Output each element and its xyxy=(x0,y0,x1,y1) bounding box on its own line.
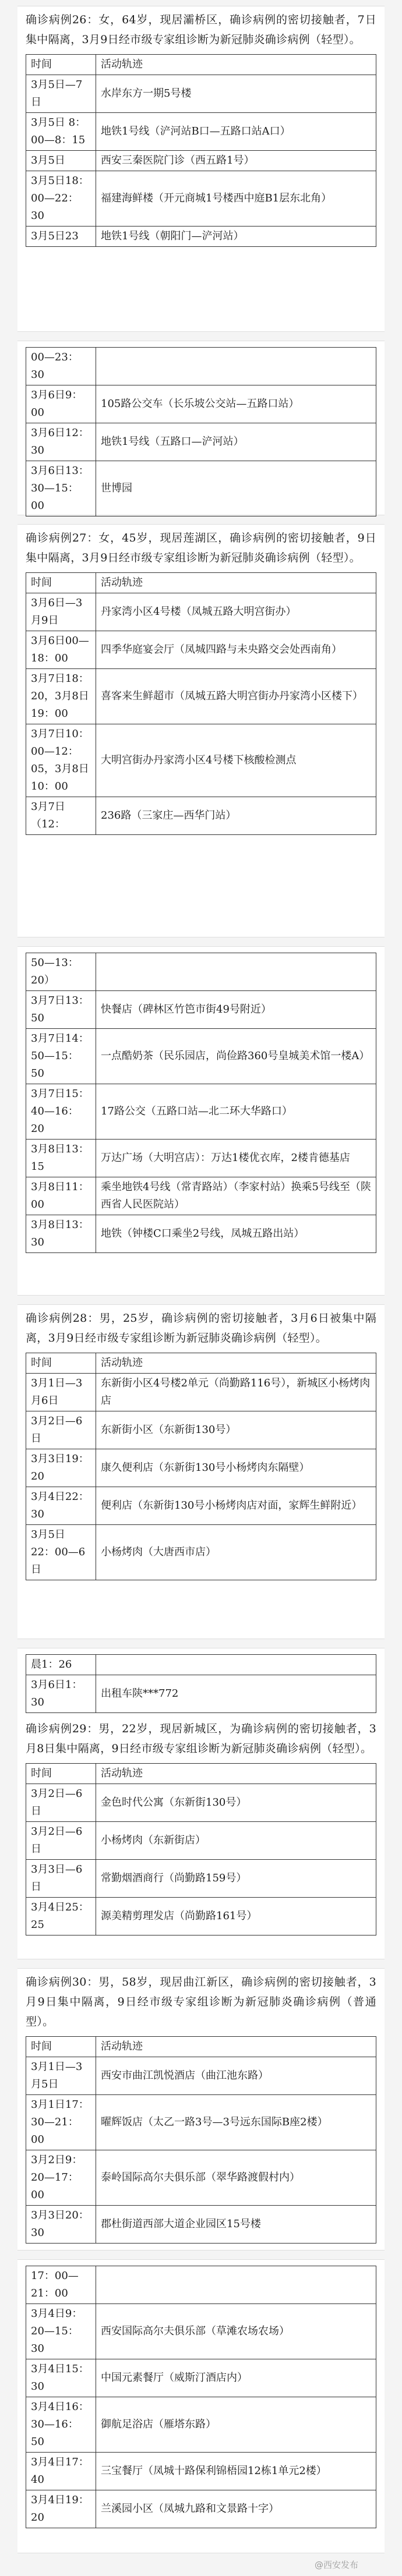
time-cell: 3月6日13：30—15：00 xyxy=(26,461,96,516)
table-row xyxy=(26,669,376,724)
trace-cell: 地铁1号线（浐河站B口—五路口站A口） xyxy=(96,113,376,151)
trace-cell: 地铁1号线（五路口—浐河站） xyxy=(96,423,376,461)
table-header-time: 时间 xyxy=(26,573,96,593)
time-cell: 3月2日—6日 xyxy=(26,1784,96,1822)
table-row xyxy=(26,2150,376,2206)
time-cell: 3月2日—6日 xyxy=(26,1822,96,1860)
time-cell: 3月4日16：30—16：50 xyxy=(26,2397,96,2453)
trace-cell: 西安三秦医院门诊（西五路1号） xyxy=(96,151,376,171)
case29-intro: 确诊病例29：男，22岁，现居新城区，为确诊病例的密切接触者，3月8日集中隔离，9日经市级专家组诊断为新冠肺炎确诊病例（轻型）。 xyxy=(26,1722,376,1755)
table-row xyxy=(26,1784,376,1822)
table-row xyxy=(26,75,376,113)
case26b-table-wrap xyxy=(17,341,385,522)
table-row xyxy=(26,151,376,171)
time-cell: 3月4日15：30 xyxy=(26,2359,96,2397)
table-header-time: 时间 xyxy=(26,55,96,75)
case27-cont-card xyxy=(17,946,385,1296)
case27b-table-wrap xyxy=(17,947,385,1259)
case26-intro: 确诊病例26：女，64岁，现居灞桥区，确诊病例的密切接触者，7日集中隔离，3月9日经市级专家组诊断为新冠肺炎确诊病例（轻型）。 xyxy=(26,13,376,46)
table-row xyxy=(26,631,376,669)
table-header-trace: 活动轨迹 xyxy=(96,55,376,75)
table-row xyxy=(26,1487,376,1525)
time-cell: 3月6日—3月9日 xyxy=(26,593,96,631)
table-row xyxy=(26,2037,376,2057)
case26-card xyxy=(17,6,385,332)
table-row xyxy=(26,2266,376,2304)
table-row xyxy=(26,2453,376,2490)
table-row xyxy=(26,2304,376,2359)
case27-card xyxy=(17,524,385,937)
case27-table xyxy=(26,572,376,835)
case26b-table xyxy=(26,347,376,516)
table-row xyxy=(26,1084,376,1140)
trace-cell: 郡杜街道西部大道企业园区15号楼 xyxy=(96,2206,376,2244)
time-cell: 3月2日—6日 xyxy=(26,1411,96,1449)
time-cell: 3月6日12：30 xyxy=(26,423,96,461)
time-cell: 3月8日13：15 xyxy=(26,1140,96,1177)
time-cell: 3月4日22：30 xyxy=(26,1487,96,1525)
trace-cell: 乘坐地铁4号线（常青路站）（李家村站）换乘5号线至（陕西省人民医院站） xyxy=(96,1177,376,1215)
trace-cell xyxy=(96,1655,376,1675)
trace-cell xyxy=(96,953,376,991)
time-cell: 3月5日 xyxy=(26,151,96,171)
time-cell: 3月7日10：00—12：05，3月8日10：00 xyxy=(26,724,96,797)
weibo-watermark: @西安发布 xyxy=(315,2560,359,2570)
trace-cell: 西安国际高尔夫俱乐部（草滩农场农场） xyxy=(96,2304,376,2359)
table-row xyxy=(26,171,376,227)
trace-cell: 地铁1号线（朝阳门—浐河站） xyxy=(96,227,376,247)
table-row xyxy=(26,1449,376,1487)
table-row xyxy=(26,1898,376,1935)
time-cell: 17：00—21：00 xyxy=(26,2266,96,2304)
case28-card xyxy=(17,1304,385,1639)
case30-intro: 确诊病例30：男，58岁，现居曲江新区，确诊病例的密切接触者，3月9日集中隔离，9日经市级专家组诊断为新冠肺炎确诊病例（普通型）。 xyxy=(26,1976,376,2028)
case27-intro: 确诊病例27：女，45岁，现居莲湖区，确诊病例的密切接触者，9日集中隔离，3月9日经市级专家组诊断为新冠肺炎确诊病例（轻型）。 xyxy=(26,532,376,564)
table-row xyxy=(26,385,376,423)
trace-cell: 康久便利店（东新街130号小杨烤肉东隔壁） xyxy=(96,1449,376,1487)
case26-table-wrap xyxy=(17,52,385,253)
table-row xyxy=(26,991,376,1029)
trace-cell: 小杨烤肉（大唐西市店） xyxy=(96,1525,376,1580)
table-row xyxy=(26,2397,376,2453)
table-row xyxy=(26,423,376,461)
table-row xyxy=(26,113,376,151)
time-cell: 00—23：30 xyxy=(26,348,96,385)
time-cell: 3月4日25：25 xyxy=(26,1898,96,1935)
table-row xyxy=(26,2490,376,2528)
trace-cell: 曜辉饭店（太乙一路3号—3号远东国际B座2楼） xyxy=(96,2095,376,2150)
time-cell: 3月3日—6日 xyxy=(26,1860,96,1898)
time-cell: 3月7日15：40—16：20 xyxy=(26,1084,96,1140)
table-row xyxy=(26,1655,376,1675)
table-row xyxy=(26,953,376,991)
trace-cell: 兰溪园小区（凤城九路和文景路十字） xyxy=(96,2490,376,2528)
trace-cell: 金色时代公寓（东新街130号） xyxy=(96,1784,376,1822)
case27-table-wrap xyxy=(17,570,385,841)
trace-cell: 西安市曲江凯悦酒店（曲江池东路） xyxy=(96,2057,376,2095)
time-cell: 3月1日—3月6日 xyxy=(26,1374,96,1411)
trace-cell: 福建海鲜楼（开元商城1号楼西中庭B1层东北角） xyxy=(96,171,376,227)
time-cell: 3月5日23 xyxy=(26,227,96,247)
case30b-table xyxy=(26,2266,376,2528)
case29-table xyxy=(26,1763,376,1935)
case27b-table xyxy=(26,953,376,1253)
table-row xyxy=(26,1374,376,1411)
table-row xyxy=(26,461,376,516)
case30-table-wrap xyxy=(17,2034,385,2249)
trace-cell: 大明宫街办丹家湾小区4号楼下核酸检测点 xyxy=(96,724,376,797)
table-row xyxy=(26,1525,376,1580)
time-cell: 3月3日19：20 xyxy=(26,1449,96,1487)
case26-table xyxy=(26,54,376,247)
table-header-time: 时间 xyxy=(26,1764,96,1784)
time-cell: 3月4日17：40 xyxy=(26,2453,96,2490)
table-row xyxy=(26,227,376,247)
time-cell: 3月3日20：30 xyxy=(26,2206,96,2244)
case28-table xyxy=(26,1353,376,1580)
table-row xyxy=(26,55,376,75)
time-cell: 3月4日19：20 xyxy=(26,2490,96,2528)
case29-card xyxy=(17,1648,385,1959)
case30b-table-wrap xyxy=(17,2260,385,2534)
case26-cont-card xyxy=(17,341,385,515)
time-cell: 3月5日 22：00—6日 xyxy=(26,1525,96,1580)
trace-cell: 17路公交（五路口站—北二环大华路口） xyxy=(96,1084,376,1140)
trace-cell: 小杨烤肉（东新街店） xyxy=(96,1822,376,1860)
table-row xyxy=(26,1675,376,1713)
table-row xyxy=(26,1140,376,1177)
time-cell: 3月4日9：20—15：30 xyxy=(26,2304,96,2359)
time-cell: 3月8日11：00 xyxy=(26,1177,96,1215)
table-row xyxy=(26,2206,376,2244)
trace-cell: 水岸东方一期5号楼 xyxy=(96,75,376,113)
case28-table-wrap xyxy=(17,1350,385,1586)
time-cell: 50—13：20） xyxy=(26,953,96,991)
time-cell: 3月1日—3月5日 xyxy=(26,2057,96,2095)
trace-cell: 东新街小区（东新街130号） xyxy=(96,1411,376,1449)
table-row xyxy=(26,1177,376,1215)
time-cell: 3月2日9：20—17：00 xyxy=(26,2150,96,2206)
time-cell: 3月1日17：30—21：00 xyxy=(26,2095,96,2150)
time-cell: 3月7日14：50—15：50 xyxy=(26,1029,96,1084)
time-cell: 3月6日00—18：00 xyxy=(26,631,96,669)
table-header-time: 时间 xyxy=(26,1353,96,1374)
time-cell: 3月7日13：50 xyxy=(26,991,96,1029)
table-row xyxy=(26,2095,376,2150)
trace-cell: 泰岭国际高尔夫俱乐部（翠华路渡假村内） xyxy=(96,2150,376,2206)
case28-intro: 确诊病例28：男，25岁，确诊病例的密切接触者，3月6日被集中隔离，3月9日经市级专家组诊断为新冠肺炎确诊病例（轻型）。 xyxy=(26,1312,376,1344)
trace-cell: 出租车陕***772 xyxy=(96,1675,376,1713)
table-header-trace: 活动轨迹 xyxy=(96,1353,376,1374)
time-cell: 3月8日13：30 xyxy=(26,1215,96,1253)
trace-cell: 东新街小区4号楼2单元（尚勤路116号），新城区小杨烤肉店 xyxy=(96,1374,376,1411)
time-cell: 3月6日9：00 xyxy=(26,385,96,423)
table-row xyxy=(26,1860,376,1898)
table-row xyxy=(26,1822,376,1860)
case30-table xyxy=(26,2036,376,2244)
time-cell: 3月5日18：00—22：30 xyxy=(26,171,96,227)
table-row xyxy=(26,1353,376,1374)
trace-cell: 世博园 xyxy=(96,461,376,516)
trace-cell: 中国元素餐厅（威斯汀酒店内） xyxy=(96,2359,376,2397)
table-header-trace: 活动轨迹 xyxy=(96,1764,376,1784)
trace-cell: 三宝餐厅（凤城十路保利锦梧园12栋1单元2楼） xyxy=(96,2453,376,2490)
case29-pre-wrap xyxy=(17,1648,385,1715)
time-cell: 晨1：26 xyxy=(26,1655,96,1675)
trace-cell xyxy=(96,2266,376,2304)
trace-cell: 地铁（钟楼C口乘坐2号线，凤城五路出站） xyxy=(96,1215,376,1253)
table-row xyxy=(26,1411,376,1449)
time-cell: 3月7日（12： xyxy=(26,797,96,835)
case30-card xyxy=(17,1968,385,2251)
time-cell: 3月6日1：30 xyxy=(26,1675,96,1713)
table-row xyxy=(26,724,376,797)
trace-cell: 御航足浴店（雁塔东路） xyxy=(96,2397,376,2453)
trace-cell: 源美精剪理发店（尚勤路161号） xyxy=(96,1898,376,1935)
table-row xyxy=(26,2057,376,2095)
table-row xyxy=(26,348,376,385)
trace-cell: 四季华庭宴会厅（凤城四路与未央路交会处西南角） xyxy=(96,631,376,669)
trace-cell: 便利店（东新街130号小杨烤肉店对面，家辉生鲜附近） xyxy=(96,1487,376,1525)
trace-cell: 快餐店（碑林区竹笆市街49号附近） xyxy=(96,991,376,1029)
table-row xyxy=(26,573,376,593)
table-row xyxy=(26,1764,376,1784)
case29-pre-table xyxy=(26,1654,376,1713)
table-header-trace: 活动轨迹 xyxy=(96,573,376,593)
trace-cell: 236路（三家庄—西华门站） xyxy=(96,797,376,835)
table-header-time: 时间 xyxy=(26,2037,96,2057)
trace-cell: 常勤烟酒商行（尚勤路159号） xyxy=(96,1860,376,1898)
time-cell: 3月7日18：20，3月8日19：00 xyxy=(26,669,96,724)
case30-cont-card xyxy=(17,2259,385,2553)
trace-cell xyxy=(96,348,376,385)
table-row xyxy=(26,593,376,631)
trace-cell: 一点酷奶茶（民乐园店，尚俭路360号皇城美术馆一楼A） xyxy=(96,1029,376,1084)
trace-cell: 万达广场（大明宫店）：万达1楼优衣库，2楼肯德基店 xyxy=(96,1140,376,1177)
table-header-trace: 活动轨迹 xyxy=(96,2037,376,2057)
table-row xyxy=(26,1215,376,1253)
time-cell: 3月5日—7日 xyxy=(26,75,96,113)
table-row xyxy=(26,797,376,835)
time-cell: 3月5日 8：00—8：15 xyxy=(26,113,96,151)
trace-cell: 丹家湾小区4号楼（凤城五路大明宫街办） xyxy=(96,593,376,631)
table-row xyxy=(26,1029,376,1084)
case29-table-wrap xyxy=(17,1761,385,1941)
table-row xyxy=(26,2359,376,2397)
trace-cell: 喜客来生鲜超市（凤城五路大明宫街办丹家湾小区楼下） xyxy=(96,669,376,724)
trace-cell: 105路公交车（长乐坡公交站—五路口站） xyxy=(96,385,376,423)
